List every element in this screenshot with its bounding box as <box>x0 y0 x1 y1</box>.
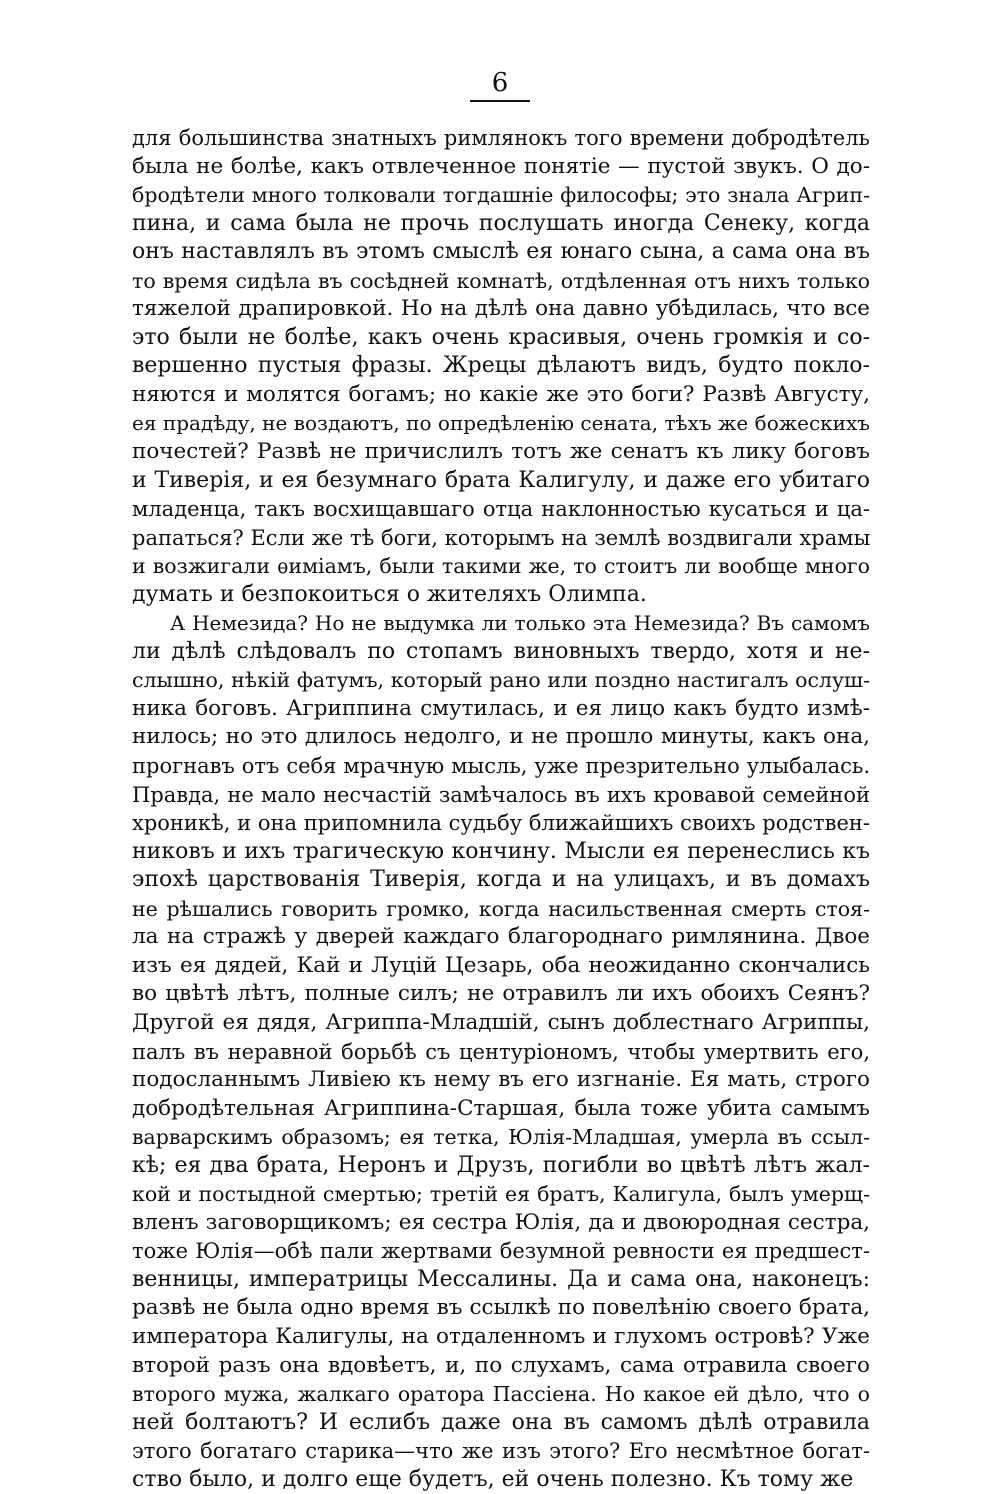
page-number: 6 <box>491 68 509 98</box>
text-line: кѣ; ея два брата, Неронъ и Друзъ, погибли во цвѣтѣ лѣтъ жал- <box>132 1152 870 1178</box>
text-line: палъ въ неравной борьбѣ съ центуріономъ, чтобы умертвить его, <box>132 1039 870 1064</box>
text-line: ла на стражѣ у дверей каждаго благороднаго римлянина. Двое <box>132 924 870 950</box>
text-line: изъ ея дядей, Кай и Луцій Цезарь, оба неожиданно скончались <box>132 952 870 978</box>
text-line: варварскимъ образомъ; ея тетка, Юлія-Младшая, умерла въ ссыл- <box>132 1125 870 1150</box>
text-line: ство было, и долго еще будетъ, ей очень полезно. Къ тому же <box>132 1466 854 1492</box>
text-line: А Немезида? Но не выдумка ли только эта Немезида? Въ самомъ <box>170 611 870 636</box>
text-line: и Тиверія, и ея безумнаго брата Калигулу, и даже его убитаго <box>132 467 870 493</box>
text-line: почестей? Развѣ не причислилъ тотъ же сенатъ къ лику боговъ <box>132 439 870 465</box>
text-line: Правда, не мало несчастій замѣчалось въ ихъ кровавой семейной <box>132 782 870 807</box>
text-line: для большинства знатныхъ римлянокъ того времени добродѣтель <box>132 126 870 150</box>
text-line: этого богатаго старика—что же изъ этого? Его несмѣтное богат- <box>132 1439 870 1464</box>
text-line: ли дѣлѣ слѣдовалъ по стопамъ виновныхъ твердо, хотя и не- <box>132 638 870 664</box>
text-line: кой и постыдной смертью; третій ея братъ, Калигула, былъ умерщ- <box>132 1182 870 1207</box>
text-line: младенца, такъ восхищавшаго отца наклонностью кусаться и ца- <box>132 497 870 522</box>
page-number-underline <box>470 100 530 102</box>
text-line: вленъ заговорщикомъ; ея сестра Юлія, да и двоюродная сестра, <box>132 1209 870 1235</box>
text-line: Другой ея дядя, Агриппа-Младшій, сынъ доблестнаго Агриппы, <box>132 1009 870 1035</box>
text-line: во цвѣтѣ лѣтъ, полные силъ; не отравилъ ли ихъ обоихъ Сеянъ? <box>132 981 870 1007</box>
text-line: тоже Юлія—обѣ пали жертвами безумной ревности ея предшест- <box>132 1239 870 1264</box>
text-line: это были не болѣе, какъ очень красивыя, очень громкія и со- <box>132 324 870 350</box>
text-line: ней болтаютъ? И еслибъ даже она въ самомъ дѣлѣ отравила <box>132 1409 870 1435</box>
text-line: никовъ и ихъ трагическую кончину. Мысли ея перенеслись къ <box>132 838 870 864</box>
text-line: развѣ не была одно время въ ссылкѣ по повелѣнію своего брата, <box>132 1295 870 1321</box>
text-line: второй разъ она вдовѣетъ, и, по слухамъ, сама отравила своего <box>132 1352 870 1378</box>
text-line: вершенно пустыя фразы. Жрецы дѣлаютъ видъ, будто покло- <box>132 353 870 379</box>
text-line: прогнавъ отъ себя мрачную мысль, уже презрительно улыбалась. <box>132 754 870 779</box>
text-line: пина, и сама была не прочь послушать иногда Сенеку, когда <box>132 210 870 236</box>
text-line: няются и молятся богамъ; но какіе же это боги? Развѣ Августу, <box>132 381 870 407</box>
text-line: то время сидѣла въ сосѣдней комнатѣ, отдѣленная отъ нихъ только <box>132 268 870 293</box>
text-line: ея прадѣду, не воздаютъ, по опредѣленію сената, тѣхъ же божескихъ <box>132 411 870 436</box>
text-line: венницы, императрицы Мессалины. Да и сама она, наконецъ: <box>132 1266 870 1292</box>
text-line: императора Калигулы, на отдаленномъ и глухомъ островѣ? Уже <box>132 1323 870 1349</box>
text-line: ника боговъ. Агриппина смутилась, и ея лицо какъ будто измѣ- <box>132 695 870 721</box>
text-line: была не болѣе, какъ отвлеченное понятіе — пустой звукъ. О до- <box>132 153 870 179</box>
text-line: второго мужа, жалкаго оратора Пассіена. Но какое ей дѣло, что о <box>132 1382 870 1407</box>
text-line: хроникѣ, и она припомнила судьбу ближайшихъ своихъ родствен- <box>132 811 870 836</box>
text-line: слышно, нѣкій фатумъ, который рано или поздно настигалъ ослуш- <box>132 668 870 693</box>
text-line: не рѣшались говорить громко, когда насильственная смерть стоя- <box>132 896 870 921</box>
text-line: добродѣтельная Агриппина-Старшая, была тоже убита самымъ <box>132 1095 870 1121</box>
text-line: тяжелой драпировкой. Но на дѣлѣ она давно убѣдилась, что все <box>132 296 870 322</box>
text-line: и возжигали ѳиміамъ, были такими же, то стоитъ ли вообще много <box>132 554 870 579</box>
text-line: бродѣтели много толковали тогдашніе философы; это знала Агрип- <box>132 183 870 208</box>
text-line: эпохѣ царствованія Тиверія, когда и на улицахъ, и въ домахъ <box>132 867 870 893</box>
body-text <box>132 124 870 1494</box>
text-line: нилось; но это длилось недолго, и не прошло минуты, какъ она, <box>132 724 870 750</box>
text-line: онъ наставлялъ въ этомъ смыслѣ ея юнаго сына, а сама она въ <box>132 239 870 265</box>
text-line: думать и безпокоиться о жителяхъ Олимпа. <box>132 581 647 607</box>
text-line: рапаться? Если же тѣ боги, которымъ на землѣ воздвигали храмы <box>132 525 870 550</box>
text-line: подосланнымъ Ливіею къ нему въ его изгнаніе. Ея мать, строго <box>132 1067 870 1093</box>
